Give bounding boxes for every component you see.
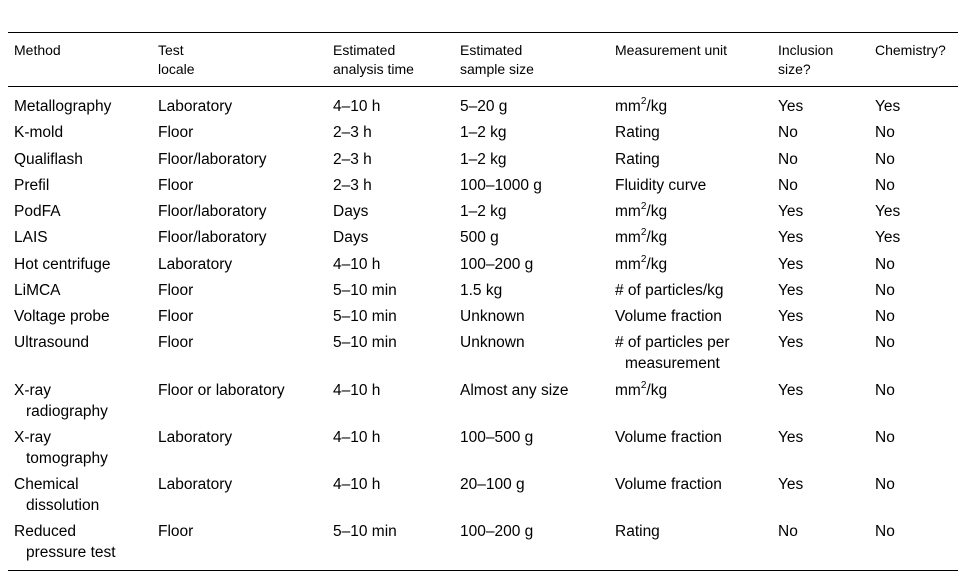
- cell-measurement-unit: $mm^2/kg$: [615, 253, 668, 273]
- cell-measurement-unit: # of particles per measurement: [615, 334, 730, 372]
- cell-analysis-time: 2–3 h: [333, 151, 372, 168]
- table-top-rule: [8, 32, 958, 33]
- cell-method: Ultrasound: [14, 334, 89, 351]
- cell-inclusion-size: Yes: [778, 282, 804, 299]
- header-test-locale: Test locale: [158, 42, 195, 77]
- cell-sample-size: 20–100 g: [460, 476, 525, 493]
- cell-test-locale: Floor: [158, 282, 194, 299]
- cell-chemistry: No: [875, 124, 895, 141]
- header-method: Method: [14, 42, 61, 58]
- cell-analysis-time: 4–10 h: [333, 256, 381, 273]
- cell-inclusion-size: No: [778, 523, 798, 540]
- table-header-rule: [8, 86, 958, 87]
- cell-test-locale: Laboratory: [158, 256, 233, 273]
- cell-measurement-unit: Rating: [615, 124, 660, 141]
- cell-method: Voltage probe: [14, 308, 110, 325]
- cell-measurement-unit: Rating: [615, 523, 660, 540]
- cell-inclusion-size: No: [778, 124, 798, 141]
- cell-analysis-time: 4–10 h: [333, 382, 381, 399]
- cell-sample-size: 100–200 g: [460, 256, 534, 273]
- cell-analysis-time: 4–10 h: [333, 476, 381, 493]
- cell-method: X-ray radiography: [14, 382, 108, 420]
- cell-inclusion-size: No: [778, 177, 798, 194]
- cell-measurement-unit: Volume fraction: [615, 429, 722, 446]
- header-chemistry: Chemistry?: [875, 42, 946, 58]
- cell-sample-size: 100–1000 g: [460, 177, 542, 194]
- cell-test-locale: Floor: [158, 523, 194, 540]
- cell-test-locale: Floor/laboratory: [158, 229, 267, 246]
- cell-analysis-time: 5–10 min: [333, 523, 397, 540]
- cell-test-locale: Laboratory: [158, 98, 233, 115]
- cell-sample-size: 1–2 kg: [460, 203, 507, 220]
- header-measurement-unit: Measurement unit: [615, 42, 728, 58]
- cell-sample-size: 100–200 g: [460, 523, 534, 540]
- cell-sample-size: 1–2 kg: [460, 151, 507, 168]
- cell-method: LiMCA: [14, 282, 61, 299]
- cell-test-locale: Laboratory: [158, 476, 233, 493]
- cell-method: PodFA: [14, 203, 61, 220]
- cell-method: K-mold: [14, 124, 64, 141]
- cell-method: Chemical dissolution: [14, 476, 100, 514]
- cell-chemistry: No: [875, 308, 895, 325]
- cell-inclusion-size: Yes: [778, 382, 804, 399]
- cell-inclusion-size: Yes: [778, 308, 804, 325]
- cell-test-locale: Floor: [158, 308, 194, 325]
- header-analysis-time: Estimated analysis time: [333, 42, 414, 77]
- cell-measurement-unit: # of particles/kg: [615, 282, 724, 299]
- cell-inclusion-size: No: [778, 151, 798, 168]
- cell-sample-size: Unknown: [460, 334, 525, 351]
- cell-analysis-time: Days: [333, 203, 369, 220]
- cell-analysis-time: 5–10 min: [333, 334, 397, 351]
- header-inclusion-size: Inclusion size?: [778, 42, 834, 77]
- cell-measurement-unit: Fluidity curve: [615, 177, 707, 194]
- cell-method: LAIS: [14, 229, 48, 246]
- cell-measurement-unit: Rating: [615, 151, 660, 168]
- cell-inclusion-size: Yes: [778, 98, 804, 115]
- cell-inclusion-size: Yes: [778, 334, 804, 351]
- cell-inclusion-size: Yes: [778, 256, 804, 273]
- cell-analysis-time: 5–10 min: [333, 282, 397, 299]
- cell-method: Qualiflash: [14, 151, 83, 168]
- cell-sample-size: 5–20 g: [460, 98, 508, 115]
- cell-measurement-unit: Volume fraction: [615, 308, 722, 325]
- cell-chemistry: No: [875, 177, 895, 194]
- cell-analysis-time: 2–3 h: [333, 177, 372, 194]
- cell-method: Reduced pressure test: [14, 523, 116, 561]
- cell-chemistry: No: [875, 523, 895, 540]
- cell-test-locale: Floor/laboratory: [158, 151, 267, 168]
- cell-method: Prefil: [14, 177, 50, 194]
- cell-inclusion-size: Yes: [778, 203, 804, 220]
- cell-chemistry: No: [875, 476, 895, 493]
- cell-inclusion-size: Yes: [778, 476, 804, 493]
- cell-chemistry: No: [875, 334, 895, 351]
- table-bottom-rule: [8, 570, 958, 571]
- cell-sample-size: 100–500 g: [460, 429, 534, 446]
- cell-analysis-time: 2–3 h: [333, 124, 372, 141]
- cell-chemistry: Yes: [875, 98, 901, 115]
- cell-sample-size: Almost any size: [460, 382, 569, 399]
- cell-chemistry: Yes: [875, 203, 901, 220]
- cell-test-locale: Floor: [158, 124, 194, 141]
- cell-inclusion-size: Yes: [778, 229, 804, 246]
- cell-method: Hot centrifuge: [14, 256, 111, 273]
- cell-measurement-unit: $mm^2/kg$: [615, 95, 668, 115]
- cell-chemistry: No: [875, 382, 895, 399]
- cell-inclusion-size: Yes: [778, 429, 804, 446]
- cell-analysis-time: Days: [333, 229, 369, 246]
- cell-measurement-unit: $mm^2/kg$: [615, 200, 668, 220]
- cell-test-locale: Laboratory: [158, 429, 233, 446]
- cell-method: X-ray tomography: [14, 429, 108, 467]
- cell-test-locale: Floor: [158, 334, 194, 351]
- cell-sample-size: 1–2 kg: [460, 124, 507, 141]
- cell-measurement-unit: $mm^2/kg$: [615, 226, 668, 246]
- cell-sample-size: 1.5 kg: [460, 282, 503, 299]
- cell-test-locale: Floor/laboratory: [158, 203, 267, 220]
- cell-chemistry: No: [875, 151, 895, 168]
- cell-analysis-time: 4–10 h: [333, 98, 381, 115]
- cell-method: Metallography: [14, 98, 112, 115]
- cell-test-locale: Floor or laboratory: [158, 382, 285, 399]
- cell-chemistry: No: [875, 282, 895, 299]
- cell-measurement-unit: $mm^2/kg$: [615, 379, 668, 399]
- header-sample-size: Estimated sample size: [460, 42, 534, 77]
- cell-sample-size: 500 g: [460, 229, 499, 246]
- cell-analysis-time: 5–10 min: [333, 308, 397, 325]
- cell-measurement-unit: Volume fraction: [615, 476, 722, 493]
- cell-analysis-time: 4–10 h: [333, 429, 381, 446]
- table-header: [0, 41, 963, 81]
- cell-chemistry: Yes: [875, 229, 901, 246]
- cell-chemistry: No: [875, 429, 895, 446]
- cell-test-locale: Floor: [158, 177, 194, 194]
- cell-chemistry: No: [875, 256, 895, 273]
- cell-sample-size: Unknown: [460, 308, 525, 325]
